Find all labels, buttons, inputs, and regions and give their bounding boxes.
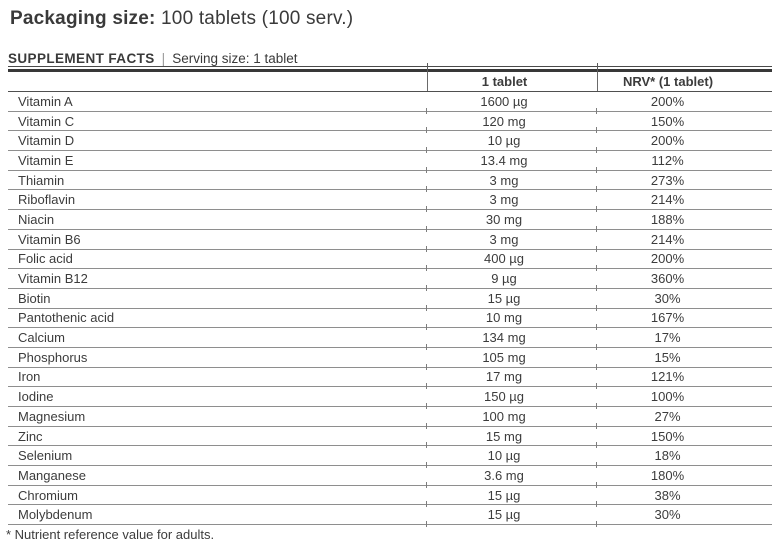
supplement-facts-table <box>8 66 772 525</box>
nutrient-name-cell: Magnesium <box>18 408 86 424</box>
table-row <box>8 92 772 112</box>
nutrient-amount-cell: 120 mg <box>427 112 597 131</box>
nutrient-nrv-cell: 273% <box>597 171 772 190</box>
column-header-nutrient <box>8 72 427 91</box>
table-row <box>8 131 772 151</box>
nutrient-amount-cell: 105 mg <box>427 348 597 367</box>
nutrient-name-cell: Selenium <box>18 448 73 464</box>
table-row <box>8 368 772 388</box>
nutrient-name-cell: Vitamin E <box>18 152 74 168</box>
nutrient-name-cell: Iodine <box>18 389 54 405</box>
table-row <box>8 269 772 289</box>
nutrient-nrv-cell: 121% <box>597 368 772 387</box>
serving-size-text: Serving size: 1 tablet <box>172 51 298 66</box>
nutrient-nrv-cell: 30% <box>597 505 772 524</box>
nutrient-nrv-cell: 15% <box>597 348 772 367</box>
nutrient-nrv-cell: 214% <box>597 230 772 249</box>
nutrient-amount-cell: 10 µg <box>427 131 597 150</box>
nutrient-amount-cell: 13.4 mg <box>427 151 597 170</box>
table-body <box>8 92 772 525</box>
table-row <box>8 446 772 466</box>
nutrient-amount-cell: 400 µg <box>427 250 597 269</box>
table-header-row <box>8 72 772 92</box>
nutrient-nrv-cell: 200% <box>597 131 772 150</box>
nutrient-amount-cell: 100 mg <box>427 407 597 426</box>
nutrient-nrv-cell: 167% <box>597 309 772 328</box>
nutrient-nrv-cell: 214% <box>597 190 772 209</box>
nutrient-nrv-cell: 180% <box>597 466 772 485</box>
nutrient-name-cell: Molybdenum <box>18 507 93 523</box>
table-row <box>8 466 772 486</box>
nutrient-name-cell: Vitamin A <box>18 93 73 109</box>
table-row <box>8 112 772 132</box>
nutrient-amount-cell: 17 mg <box>427 368 597 387</box>
table-row <box>8 387 772 407</box>
table-row <box>8 210 772 230</box>
nutrient-name-cell: Pantothenic acid <box>18 310 115 326</box>
nutrient-nrv-cell: 30% <box>597 289 772 308</box>
facts-separator: | <box>161 51 166 66</box>
nutrient-nrv-cell: 188% <box>597 210 772 229</box>
nutrient-name-cell: Folic acid <box>18 251 73 267</box>
nutrient-nrv-cell: 100% <box>597 387 772 406</box>
table-row <box>8 190 772 210</box>
nutrient-nrv-cell: 27% <box>597 407 772 426</box>
nutrient-name-cell: Vitamin C <box>18 113 75 129</box>
nutrient-nrv-cell: 17% <box>597 328 772 347</box>
nutrient-amount-cell: 150 µg <box>427 387 597 406</box>
nutrient-amount-cell: 3 mg <box>427 230 597 249</box>
header-divider-tick-2 <box>597 63 598 72</box>
table-row <box>8 348 772 368</box>
table-row <box>8 328 772 348</box>
nutrient-amount-cell: 3 mg <box>427 171 597 190</box>
supplement-facts-header <box>8 52 771 66</box>
nutrient-amount-cell: 15 µg <box>427 505 597 524</box>
nutrient-amount-cell: 30 mg <box>427 210 597 229</box>
packaging-size-value: 100 tablets (100 serv.) <box>155 8 354 29</box>
nutrient-name-cell: Phosphorus <box>18 349 88 365</box>
nutrient-nrv-cell: 360% <box>597 269 772 288</box>
nutrient-nrv-cell: 150% <box>597 427 772 446</box>
nutrient-name-cell: Biotin <box>18 290 51 306</box>
nutrient-amount-cell: 134 mg <box>427 328 597 347</box>
nutrient-nrv-cell: 38% <box>597 486 772 505</box>
nutrient-name-cell: Vitamin B6 <box>18 231 81 247</box>
table-row <box>8 309 772 329</box>
nutrient-nrv-cell: 200% <box>597 92 772 111</box>
column-header-amount: 1 tablet <box>427 72 597 91</box>
nutrient-nrv-cell: 200% <box>597 250 772 269</box>
nutrient-name-cell: Iron <box>18 369 41 385</box>
table-row <box>8 250 772 270</box>
nutrient-name-cell: Riboflavin <box>18 192 76 208</box>
nutrient-name-cell: Calcium <box>18 330 65 346</box>
table-row <box>8 230 772 250</box>
nutrient-name-cell: Manganese <box>18 467 86 483</box>
packaging-size-title <box>10 8 771 30</box>
nutrient-name-cell: Niacin <box>18 211 55 227</box>
supplement-facts-title: SUPPLEMENT FACTS <box>8 51 155 66</box>
nutrient-name-cell: Thiamin <box>18 172 65 188</box>
nutrient-name-cell: Zinc <box>18 428 43 444</box>
nutrient-amount-cell: 3 mg <box>427 190 597 209</box>
nutrient-nrv-cell: 112% <box>597 151 772 170</box>
column-header-nrv: NRV* (1 tablet) <box>597 72 772 91</box>
nutrient-amount-cell: 15 mg <box>427 427 597 446</box>
table-row <box>8 505 772 525</box>
nutrient-name-cell: Vitamin B12 <box>18 271 88 287</box>
packaging-size-label: Packaging size: <box>10 8 156 29</box>
nutrient-amount-cell: 10 µg <box>427 446 597 465</box>
header-divider-tick-1 <box>427 63 428 72</box>
table-row <box>8 289 772 309</box>
nutrient-nrv-cell: 150% <box>597 112 772 131</box>
nutrient-amount-cell: 9 µg <box>427 269 597 288</box>
footnote: * Nutrient reference value for adults. <box>6 527 215 543</box>
table-row <box>8 486 772 506</box>
nutrient-name-cell: Chromium <box>18 487 78 503</box>
table-row <box>8 171 772 191</box>
nutrient-amount-cell: 1600 µg <box>427 92 597 111</box>
nutrient-amount-cell: 3.6 mg <box>427 466 597 485</box>
nutrient-nrv-cell: 18% <box>597 446 772 465</box>
nutrient-amount-cell: 10 mg <box>427 309 597 328</box>
nutrient-amount-cell: 15 µg <box>427 486 597 505</box>
nutrient-name-cell: Vitamin D <box>18 133 75 149</box>
table-row <box>8 151 772 171</box>
nutrient-amount-cell: 15 µg <box>427 289 597 308</box>
table-row <box>8 407 772 427</box>
table-row <box>8 427 772 447</box>
